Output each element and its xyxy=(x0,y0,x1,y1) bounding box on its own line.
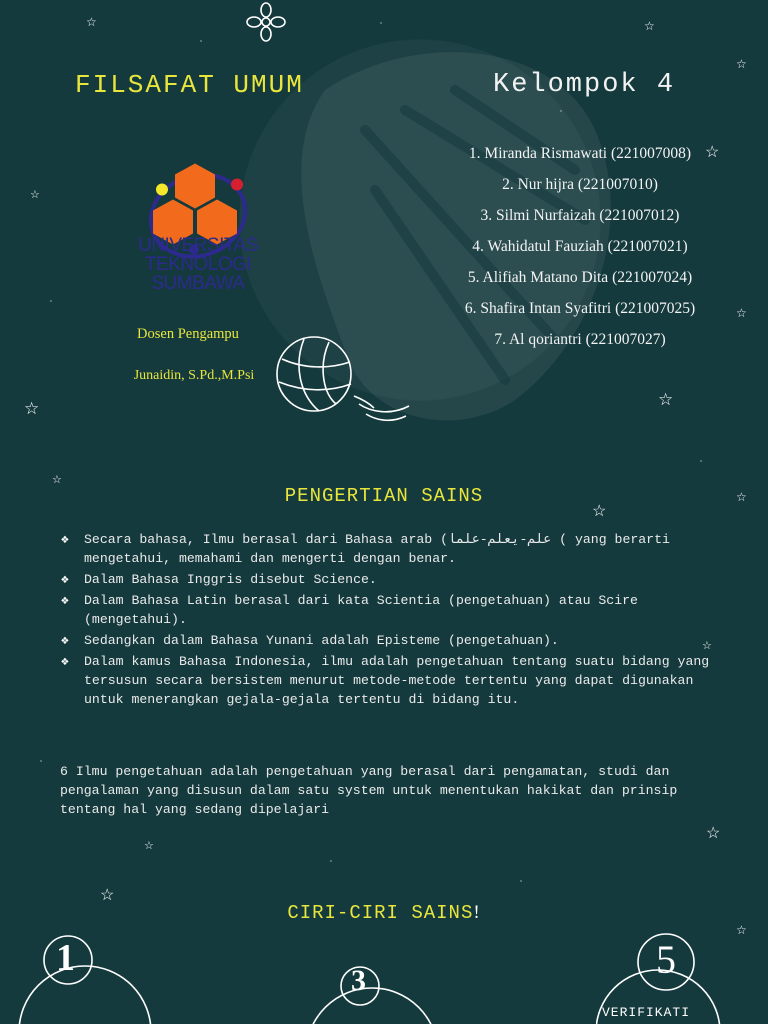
course-title: FILSAFAT UMUM xyxy=(75,70,304,100)
section-title-text: CIRI-CIRI SAINS xyxy=(287,902,474,924)
bullet-text: Dalam Bahasa Inggris disebut Science. xyxy=(84,572,377,587)
flower-icon xyxy=(245,0,287,44)
list-item: 4. Wahidatul Fauziah (221007021) xyxy=(472,238,688,255)
definition-paragraph: 6 Ilmu pengetahuan adalah pengetahuan yang berasal dari pengamatan, studi dan pengalaman yang disusun dalam satu system untuk menentukan hakikat dan prinsip tentang hal yang sedang dipelajari xyxy=(60,764,678,817)
list-item xyxy=(60,591,720,629)
diamond-bullet-icon: ❖ xyxy=(61,633,69,648)
star-icon: ☆ xyxy=(30,189,40,201)
star-icon: ☆ xyxy=(24,399,40,418)
badge-label: VERIFIKATI xyxy=(602,1005,691,1020)
bullet-text: Dalam kamus Bahasa Indonesia, ilmu adalah pengetahuan tentang suatu bidang yang tersusun secara bersistem menurut metode-metode tertentu yang dapat digunakan untuk menerangkan gejala-gejala tertentu di bidang itu. xyxy=(84,654,710,707)
badge-number: 3 xyxy=(351,964,366,997)
list-item: 5. Alifiah Matano Dita (221007024) xyxy=(467,269,693,286)
university-name-line: TEKNOLOGI xyxy=(144,254,252,275)
bullet-text: Dalam Bahasa Latin berasal dari kata Scientia (pengetahuan) atau Scire (mengetahui). xyxy=(84,593,638,627)
bullet-text: Secara bahasa, Ilmu berasal dari Bahasa arab (علم-يعلم-علما ( yang berarti mengetahui, memahami dan mengerti dengan benar. xyxy=(84,532,670,566)
list-item: 7. Al qoriantri (221007027) xyxy=(494,331,666,348)
title-exclaim: ! xyxy=(473,902,481,923)
number-badge-3 xyxy=(300,958,450,1024)
group-title: Kelompok 4 xyxy=(493,70,676,100)
university-name xyxy=(128,236,268,293)
badge-number: 1 xyxy=(56,937,75,979)
diamond-bullet-icon: ❖ xyxy=(61,532,69,547)
university-name-line: SUMBAWA xyxy=(151,273,245,294)
lecturer-name: Junaidin, S.Pd.,M.Psi xyxy=(133,368,255,383)
star-icon: ☆ xyxy=(644,19,655,33)
star-icon: ☆ xyxy=(86,15,97,29)
star-icon: ☆ xyxy=(736,490,747,504)
section-title: PENGERTIAN SAINS xyxy=(284,485,484,507)
list-item xyxy=(60,570,720,589)
lecturer-label: Dosen Pengampu xyxy=(137,326,239,342)
star-icon: ☆ xyxy=(144,840,154,852)
star-icon: ☆ xyxy=(702,640,712,652)
star-icon: ☆ xyxy=(736,306,747,320)
star-icon: ☆ xyxy=(736,57,747,71)
list-item: 1. Miranda Rismawati (221007008) xyxy=(468,145,692,162)
list-item xyxy=(60,530,720,568)
section-title xyxy=(0,902,768,924)
star-icon: ☆ xyxy=(705,144,720,161)
star-icon: ☆ xyxy=(52,474,62,486)
university-name-line: UNIVERSITAS xyxy=(138,235,258,256)
diamond-bullet-icon: ❖ xyxy=(61,593,69,608)
list-item: 3. Silmi Nurfaizah (221007012) xyxy=(480,207,680,224)
star-icon: ☆ xyxy=(736,923,747,937)
list-item xyxy=(60,652,720,709)
star-icon: ☆ xyxy=(592,503,607,520)
badge-number: 5 xyxy=(656,937,676,982)
definition-list xyxy=(60,530,720,711)
list-item xyxy=(60,631,720,650)
ball-icon xyxy=(274,334,434,429)
star-icon: ☆ xyxy=(658,390,674,409)
list-item: 2. Nur hijra (221007010) xyxy=(502,176,658,193)
number-badge-1 xyxy=(15,932,155,1024)
diamond-bullet-icon: ❖ xyxy=(61,654,69,669)
star-icon: ☆ xyxy=(706,825,721,842)
star-icon: ☆ xyxy=(100,887,115,904)
list-item: 6. Shafira Intan Syafitri (221007025) xyxy=(464,300,696,317)
member-list xyxy=(430,142,730,359)
bullet-text: Sedangkan dalam Bahasa Yunani adalah Episteme (pengetahuan). xyxy=(84,633,559,648)
diamond-bullet-icon: ❖ xyxy=(61,572,69,587)
